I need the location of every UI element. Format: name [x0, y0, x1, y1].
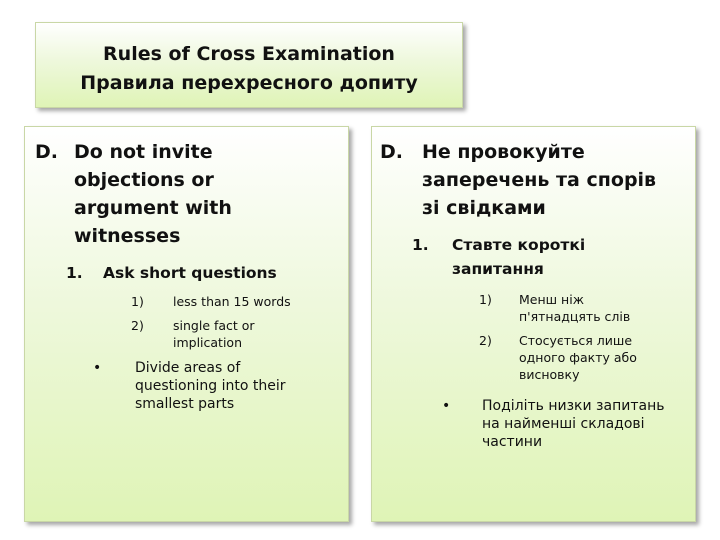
heading-line: зі свідками — [422, 197, 546, 219]
title-english: Rules of Cross Examination — [103, 43, 395, 65]
item-line: Менш ніж — [519, 292, 584, 307]
sub-label-line: Ставте короткі — [452, 236, 586, 254]
bullet-icon: • — [442, 398, 451, 414]
sub-marker: 1. — [66, 264, 83, 282]
bullet-icon: • — [93, 360, 102, 376]
heading-marker: D. — [35, 141, 58, 163]
ukrainian-rules-panel — [371, 126, 696, 522]
item-line: implication — [173, 335, 243, 350]
bullet-text — [135, 359, 285, 413]
sub-marker: 1. — [412, 236, 429, 254]
heading-line: Do not invite — [74, 141, 213, 163]
heading-line: argument with — [74, 197, 232, 219]
bullet-line: questioning into their — [135, 378, 286, 394]
list-item — [519, 332, 637, 383]
heading-text — [74, 138, 232, 250]
list-item — [173, 317, 255, 351]
list-item — [173, 293, 291, 310]
item-line: висновку — [519, 367, 580, 382]
title-box — [35, 22, 463, 108]
item-line: less than 15 words — [173, 294, 291, 309]
bullet-line: Divide areas of — [135, 360, 241, 376]
item-line: single fact or — [173, 318, 255, 333]
sub-label-line: запитання — [452, 260, 544, 278]
item-marker: 2) — [479, 333, 492, 348]
list-item — [519, 291, 630, 325]
sub-label — [452, 233, 585, 281]
title-ukrainian: Правила перехресного допиту — [80, 72, 418, 94]
bullet-line: частини — [482, 434, 543, 450]
item-marker: 2) — [131, 318, 144, 333]
heading-line: заперечень та спорів — [422, 169, 657, 191]
item-marker: 1) — [479, 292, 492, 307]
item-line: п'ятнадцять слів — [519, 309, 631, 324]
bullet-line: Поділіть низки запитань — [482, 398, 665, 414]
item-marker: 1) — [131, 294, 144, 309]
bullet-line: smallest parts — [135, 396, 235, 412]
item-line: Стосується лише — [519, 333, 633, 348]
item-line: одного факту або — [519, 350, 637, 365]
heading-marker: D. — [380, 141, 403, 163]
heading-line: Не провокуйте — [422, 141, 585, 163]
bullet-text — [482, 397, 664, 451]
sub-label: Ask short questions — [103, 264, 277, 282]
english-rules-panel — [24, 126, 349, 522]
heading-line: witnesses — [74, 225, 181, 247]
bullet-line: на найменші складові — [482, 416, 645, 432]
heading-line: objections or — [74, 169, 214, 191]
heading-text — [422, 138, 656, 222]
